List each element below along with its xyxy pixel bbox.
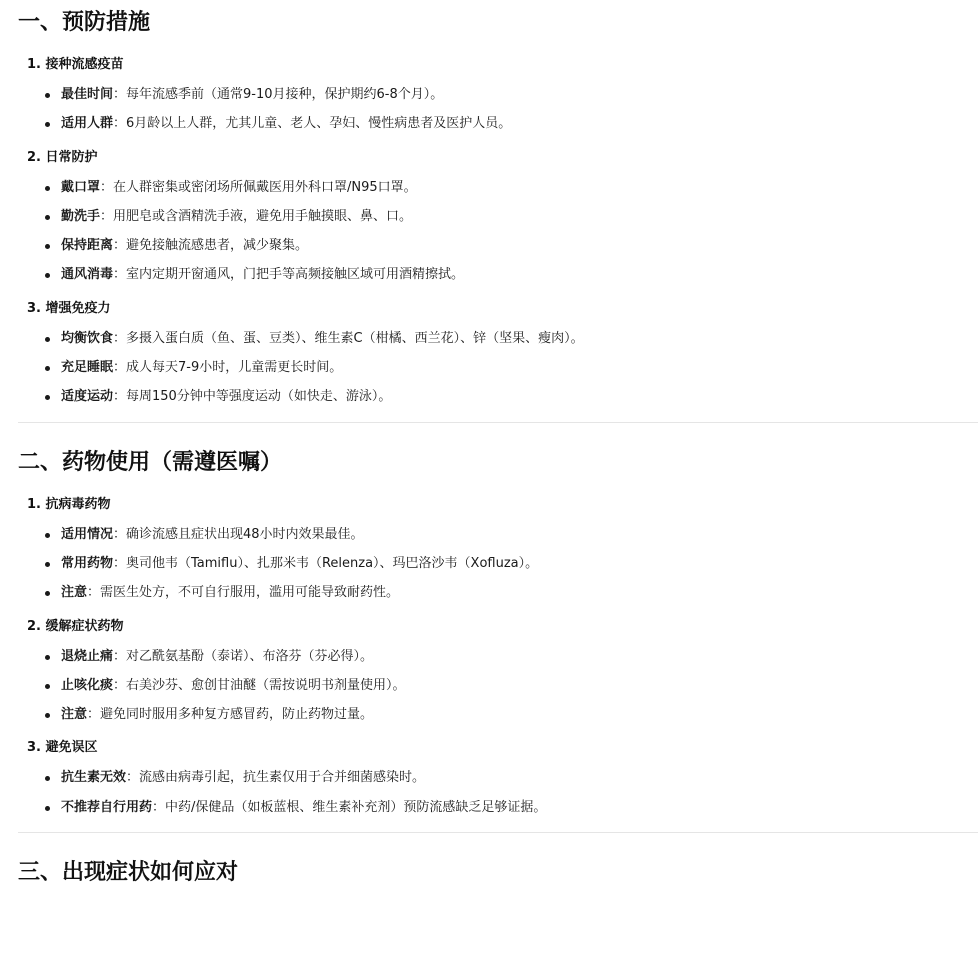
section-title: 三、出现症状如何应对 [18,860,239,886]
item-term: 常用药物 [61,555,114,571]
item-text: ：中药/保健品（如板蓝根、维生素补充剂）预防流感缺乏足够证据。 [152,799,547,815]
item-term: 最佳时间 [61,87,114,102]
item-term: 止咳化痰 [61,677,114,693]
list-item [45,578,978,607]
item-term: 注意 [61,707,88,723]
subsection-antiviral [18,490,978,608]
subsection-symptom-relief [18,612,978,730]
bullet-list [18,520,978,608]
subsection-title: 2. 缓解症状药物 [27,618,124,634]
list-item [45,109,978,138]
subsection-title: 1. 抗病毒药物 [27,496,111,512]
list-item [45,173,978,202]
item-text: ：每年流感季前（通常9-10月接种，保护期约6-8个月）。 [113,87,444,102]
item-text: ：避免同时服用多种复方感冒药，防止药物过量。 [87,707,374,723]
section-prevention [18,0,978,423]
item-term: 保持距离 [61,238,114,254]
section-title: 一、预防措施 [18,10,151,35]
item-text: ：奥司他韦（Tamiflu）、扎那米韦（Relenza）、玛巴洛沙韦（Xofluza）。 [113,555,539,571]
subsection-title: 1. 接种流感疫苗 [27,57,124,72]
subsection-title: 3. 增强免疫力 [27,300,111,316]
section-symptom-response [18,850,978,896]
subsection-immunity [18,294,978,412]
subsection-misconceptions [18,733,978,822]
item-text: ：确诊流感且症状出现48小时内效果最佳。 [113,526,364,542]
item-term: 通风消毒 [61,267,114,283]
subsection-daily-protection [18,143,978,290]
section-medication [18,440,978,833]
item-text: ：室内定期开窗通风，门把手等高频接触区域可用酒精擦拭。 [113,267,465,283]
subsection-vaccine [18,50,978,139]
item-term: 勤洗手 [61,208,101,224]
item-text: ：多摄入蛋白质（鱼、蛋、豆类）、维生素C（柑橘、西兰花）、锌（坚果、瘦肉）。 [113,330,584,346]
item-term: 不推荐自行用药 [61,799,153,815]
item-text: ：右美沙芬、愈创甘油醚（需按说明书剂量使用）。 [113,677,406,693]
section-divider [18,422,978,423]
list-item [45,382,978,411]
list-item [45,231,978,260]
list-item [45,324,978,353]
item-text: ：避免接触流感患者，减少聚集。 [113,238,309,254]
item-text: ：在人群密集或密闭场所佩戴医用外科口罩/N95口罩。 [100,179,417,195]
item-text: ：需医生处方，不可自行服用，滥用可能导致耐药性。 [87,585,400,601]
item-text: ：每周150分钟中等强度运动（如快走、游泳）。 [113,389,392,405]
list-item [45,642,978,671]
list-item [45,353,978,382]
list-item [45,793,978,822]
bullet-list [18,324,978,412]
list-item [45,260,978,289]
item-term: 适度运动 [61,389,114,405]
item-term: 退烧止痛 [61,648,114,664]
bullet-list [18,173,978,290]
item-term: 适用人群 [61,116,114,132]
bullet-list [18,763,978,822]
list-item [45,700,978,729]
section-title: 二、药物使用（需遵医嘱） [18,449,283,475]
list-item [45,520,978,549]
item-text: ：流感由病毒引起，抗生素仅用于合并细菌感染时。 [126,770,426,786]
list-item [45,671,978,700]
item-text: ：成人每天7-9小时，儿童需更长时间。 [113,360,343,376]
bullet-list [18,642,978,730]
item-term: 均衡饮食 [61,330,114,346]
section-divider [18,832,978,833]
item-term: 抗生素无效 [61,770,127,786]
list-item [45,80,978,109]
item-term: 适用情况 [61,526,114,542]
subsection-title: 2. 日常防护 [27,149,98,165]
subsection-title: 3. 避免误区 [27,740,98,756]
list-item [45,202,978,231]
item-text: ：6月龄以上人群，尤其儿童、老人、孕妇、慢性病患者及医护人员。 [113,116,512,132]
bullet-list [18,80,978,139]
list-item [45,549,978,578]
item-term: 戴口罩 [61,179,101,195]
list-item [45,763,978,792]
item-text: ：用肥皂或含酒精洗手液，避免用手触摸眼、鼻、口。 [100,208,413,224]
item-term: 充足睡眠 [61,360,114,376]
item-text: ：对乙酰氨基酚（泰诺）、布洛芬（芬必得）。 [113,648,374,664]
item-term: 注意 [61,585,88,601]
